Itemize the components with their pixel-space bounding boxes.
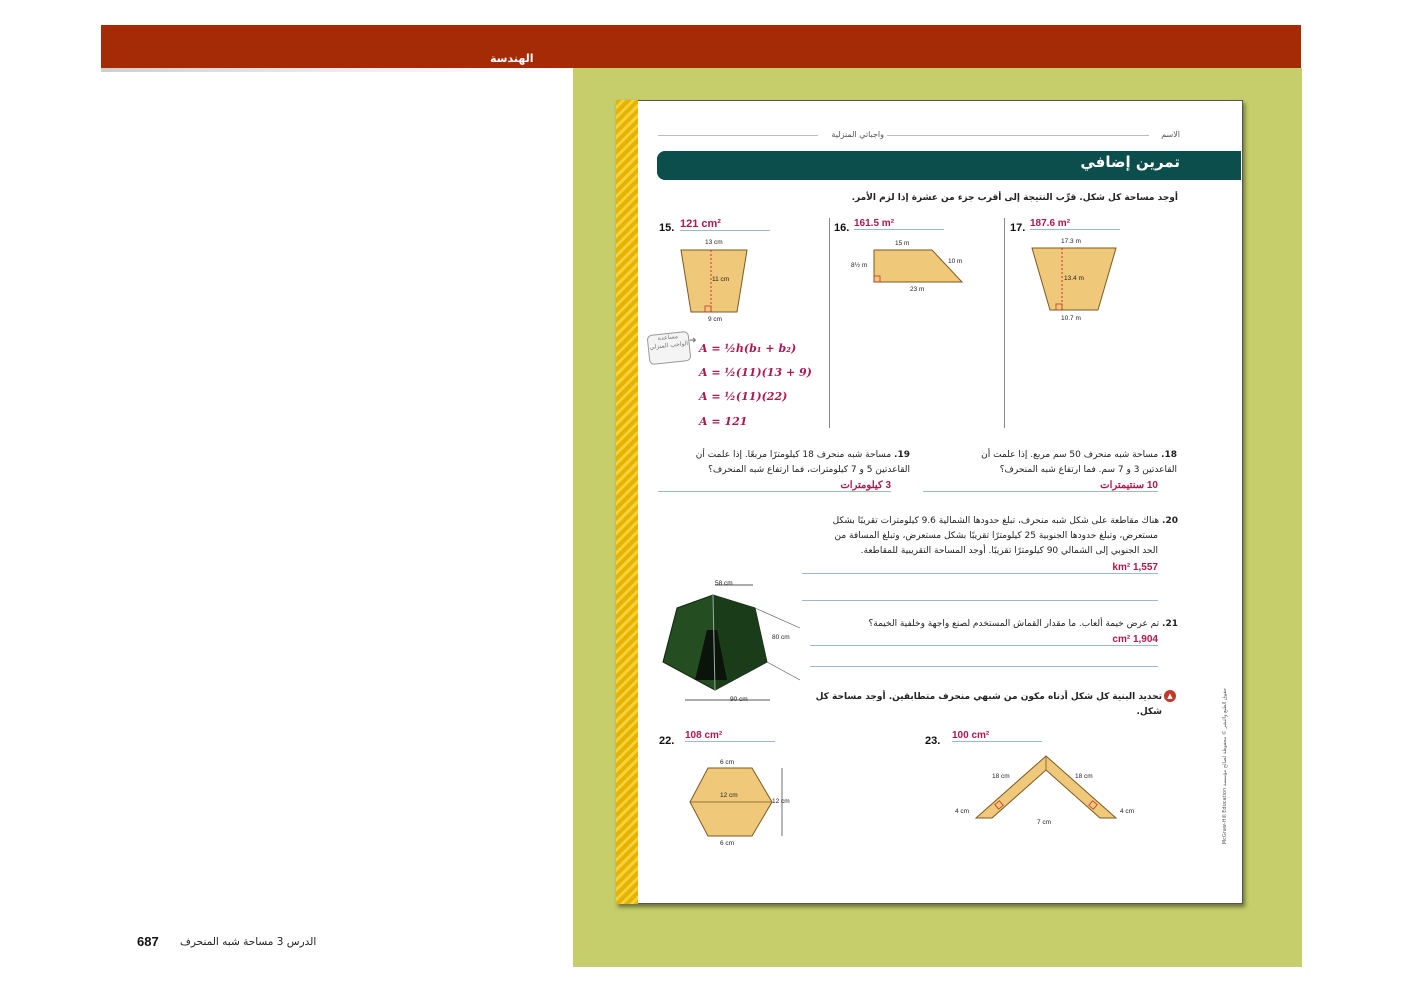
dimension-label: 4 cm bbox=[955, 808, 970, 815]
dimension-label: 6 cm bbox=[720, 759, 735, 766]
answer: 10 سنتيمترات bbox=[923, 480, 1158, 492]
dimension-label: 18 cm bbox=[992, 773, 1010, 780]
dimension-label: 10.7 m bbox=[1061, 315, 1081, 322]
trapezoid-figure bbox=[870, 246, 970, 286]
worksheet-stripe bbox=[616, 100, 638, 904]
homework-line bbox=[658, 135, 818, 136]
problem-21 bbox=[810, 619, 1178, 629]
homework-help-tag: مساعدة الواجب المنزلي bbox=[647, 331, 692, 365]
dimension-label: 12 cm bbox=[772, 798, 790, 805]
problem-20-line1 bbox=[780, 516, 1178, 526]
column-divider bbox=[1004, 218, 1005, 428]
problem-text: تم عرض خيمة ألعاب. ما مقدار القماش المستخدم لصنع واجهة وخلفية الخيمة؟ bbox=[868, 619, 1160, 629]
name-label: الاسم bbox=[1161, 130, 1180, 139]
answer: 187.6 m² bbox=[1030, 218, 1120, 230]
problem-20-line3: الحد الجنوبي إلى الشمالي 90 كيلومترًا تقريبًا. أوجد المساحة التقريبية للمقاطعة. bbox=[860, 546, 1158, 556]
arrow-right-icon: ➜ bbox=[689, 336, 697, 346]
problem-text: مساحة شبه منحرف 50 سم مربع. إذا علمت أن القاعدتين 3 و 7 سم. فما ارتفاع شبه المنحرف؟ bbox=[981, 450, 1177, 475]
work-line: A = ½(11)(22) bbox=[699, 390, 788, 403]
problem-number: 15. bbox=[659, 222, 675, 234]
copyright: حقوق الطبع والنشر © محفوظة لصالح مؤسسة McGraw-Hill Education bbox=[1222, 688, 1228, 845]
structure-instruction bbox=[796, 690, 1162, 720]
section-title: الهندسة bbox=[490, 52, 534, 65]
answer: 100 cm² bbox=[952, 730, 1042, 742]
problem-19 bbox=[660, 448, 910, 478]
dimension-label: 15 m bbox=[895, 240, 910, 247]
problem-number: 20. bbox=[1162, 516, 1178, 526]
dimension-label: 9 cm bbox=[708, 316, 723, 323]
answer: 3 كيلومترات bbox=[658, 480, 891, 492]
answer: 1,904 cm² bbox=[810, 634, 1158, 646]
answer-line bbox=[810, 666, 1158, 667]
practice-badge-icon: ▲ bbox=[1164, 690, 1176, 702]
dimension-label: 23 m bbox=[910, 286, 925, 293]
dimension-label: 90 cm bbox=[730, 696, 748, 703]
problem-number: 18. bbox=[1161, 450, 1177, 460]
dimension-label: 4 cm bbox=[1120, 808, 1135, 815]
homework-label: واجباتي المنزلية bbox=[831, 130, 884, 139]
problem-number: 16. bbox=[834, 222, 850, 234]
chevron-figure bbox=[970, 752, 1120, 824]
dimension-label: 17.3 m bbox=[1061, 238, 1081, 245]
dimension-label: 11 cm bbox=[712, 276, 730, 283]
problem-text: هناك مقاطعة على شكل شبه منحرف، تبلغ حدودها الشمالية 9.6 كيلومترات تقريبًا بشكل bbox=[832, 516, 1160, 526]
problem-number: 23. bbox=[925, 735, 941, 747]
banner-title: تمرين إضافي bbox=[1080, 153, 1180, 171]
problem-18 bbox=[955, 448, 1177, 478]
work-line: A = ½(11)(13 + 9) bbox=[699, 366, 812, 379]
divider bbox=[101, 68, 571, 72]
dimension-label: 12 cm bbox=[720, 792, 738, 799]
dimension-label: 7 cm bbox=[1037, 819, 1052, 826]
tent-image bbox=[655, 580, 805, 705]
structure-tag: تحديد البنية bbox=[1112, 692, 1162, 702]
problem-number: 22. bbox=[659, 735, 675, 747]
answer: 121 cm² bbox=[680, 218, 770, 231]
copyright-wrap bbox=[1218, 688, 1232, 882]
problem-number: 19. bbox=[894, 450, 910, 460]
name-line bbox=[887, 135, 1149, 136]
answer-line bbox=[802, 600, 1158, 601]
dimension-label: 13 cm bbox=[705, 239, 723, 246]
instruction: أوجد مساحة كل شكل. قرِّب النتيجة إلى أقرب جزء من عشرة إذا لزم الأمر. bbox=[851, 193, 1178, 203]
problem-number: 21. bbox=[1162, 619, 1178, 629]
problem-number: 17. bbox=[1010, 222, 1026, 234]
column-divider bbox=[829, 218, 830, 428]
dimension-label: 8½ m bbox=[851, 262, 868, 269]
page-number: 687 bbox=[137, 934, 159, 949]
dimension-label: 13.4 m bbox=[1064, 275, 1084, 282]
dimension-label: 6 cm bbox=[720, 840, 735, 847]
top-band bbox=[101, 25, 1301, 68]
dimension-label: 18 cm bbox=[1075, 773, 1093, 780]
answer: 108 cm² bbox=[685, 730, 775, 742]
dimension-label: 80 cm bbox=[772, 634, 790, 641]
work-line: A = 121 bbox=[699, 415, 748, 428]
lesson-title: الدرس 3 مساحة شبه المنحرف bbox=[180, 936, 317, 948]
problem-text: مساحة شبه منحرف 18 كيلومترًا مربعًا. إذا علمت أن القاعدتين 5 و 7 كيلومترات، فما ارتفاع شبه المنحرف؟ bbox=[695, 450, 910, 475]
answer: 161.5 m² bbox=[854, 218, 944, 230]
answer: 1,557 km² bbox=[802, 562, 1158, 574]
problem-20-line2: مستعرض، وتبلغ حدودها الجنوبية 25 كيلومترًا تقريبًا بشكل مستعرض، وتبلغ المسافة من bbox=[834, 531, 1158, 541]
dimension-label: 10 m bbox=[948, 258, 963, 265]
work-line: A = ½h(b₁ + b₂) bbox=[699, 342, 797, 355]
structure-text: كل شكل أدناه مكون من شبهي منحرف متطابقين. أوجد مساحة كل شكل. bbox=[815, 692, 1162, 717]
dimension-label: 58 cm bbox=[715, 580, 733, 587]
